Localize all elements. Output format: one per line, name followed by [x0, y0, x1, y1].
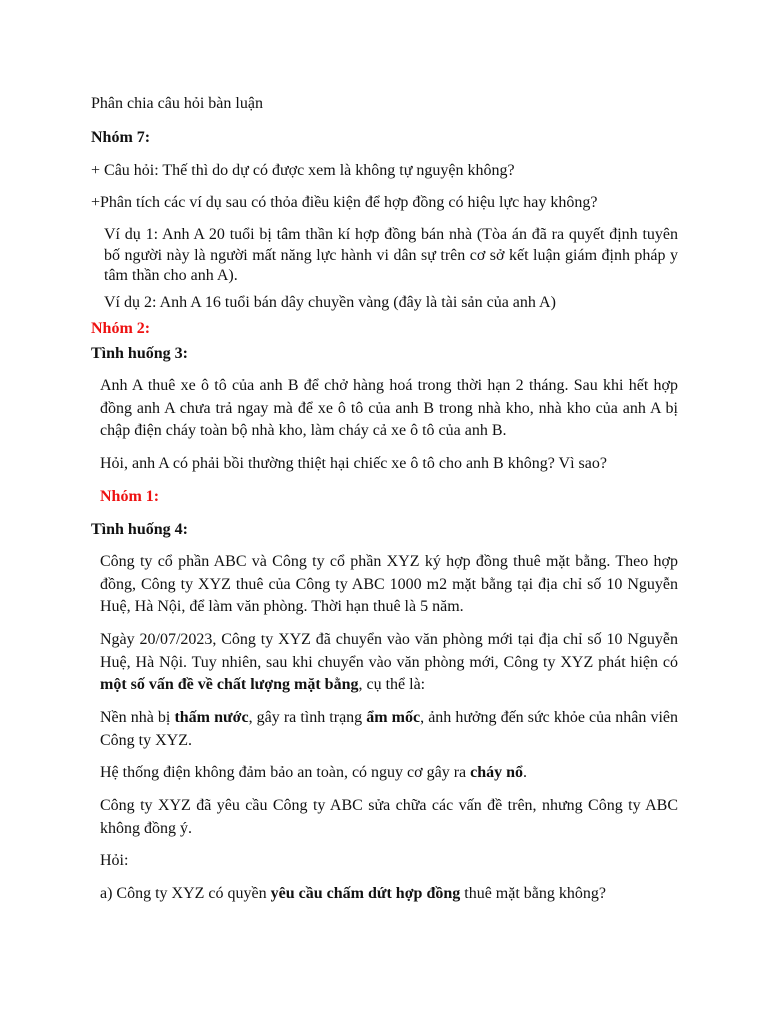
group1-p2-text-c: , cụ thể là: [358, 676, 426, 694]
group1-paragraph-2 [100, 629, 678, 697]
group1-paragraph-5: Công ty XYZ đã yêu cầu Công ty ABC sửa chữa các vấn đề trên, nhưng Công ty ABC không đồng ý. [100, 797, 678, 837]
group1-p3-text-a: Nền nhà bị [100, 709, 175, 726]
document-heading: Phân chia câu hỏi bàn luận [91, 95, 263, 112]
group1-p2-bold: một số vấn đề về chất lượng mặt bằng [100, 676, 359, 694]
group1-p4-bold: cháy nổ [470, 764, 524, 781]
group2-situation-title: Tình huống 3: [91, 345, 188, 362]
group1-p4-text-c: . [523, 764, 528, 781]
group1-qa-text-a: a) Công ty XYZ có quyền [100, 885, 271, 902]
group7-example-1: Ví dụ 1: Anh A 20 tuổi bị tâm thần kí hợp đồng bán nhà (Tòa án đã ra quyết định tuyên bố người này là người mất năng lực hành vi dân sự trên cơ sở kết luận giám định pháp y tâm thần cho anh A). [104, 226, 678, 284]
group1-paragraph-4 [100, 762, 527, 784]
group7-question-1: + Câu hỏi: Thế thì do dự có được xem là không tự nguyện không? [91, 162, 515, 179]
group1-p3-bold-1: thấm nước [174, 709, 249, 726]
group1-p2-text-a: Ngày 20/07/2023, Công ty XYZ đã chuyển vào văn phòng mới tại địa chỉ số 10 Nguyễn Huệ, Hà Nội. Tuy nhiên, sau khi chuyển vào văn phòng mới, Công ty XYZ phát hiện có [100, 631, 678, 671]
group2-situation-text: Anh A thuê xe ô tô của anh B để chở hàng hoá trong thời hạn 2 tháng. Sau khi hết hợp đồng anh A chưa trả ngay mà để xe ô tô của anh B trong nhà kho, nhà kho của anh A bị chập điện cháy toàn bộ nhà kho, làm cháy cả xe ô tô của anh B. [100, 377, 678, 440]
group1-paragraph-1: Công ty cổ phần ABC và Công ty cổ phần XYZ ký hợp đồng thuê mặt bằng. Theo hợp đồng, Công ty XYZ thuê của Công ty ABC 1000 m2 mặt bằng tại địa chỉ số 10 Nguyễn Huệ, Hà Nội, để làm văn phòng. Thời hạn thuê là 5 năm. [100, 553, 678, 616]
group1-p3-text-e: , ảnh hưởng đến sức khỏe của nhân viên Công ty XYZ. [100, 709, 679, 749]
group1-p3-bold-2: ẩm mốc [366, 709, 421, 726]
group1-p3-text-c: , gây ra tình trạng [248, 709, 367, 726]
group1-qa-bold: yêu cầu chấm dứt hợp đồng [270, 885, 461, 902]
group1-qa-text-c: thuê mặt bằng không? [460, 885, 606, 902]
group2-title: Nhóm 2: [91, 320, 151, 337]
group2-question: Hỏi, anh A có phải bồi thường thiệt hại chiếc xe ô tô cho anh B không? Vì sao? [100, 455, 607, 472]
group7-example-2: Ví dụ 2: Anh A 16 tuổi bán dây chuyền vàng (đây là tài sản của anh A) [104, 294, 556, 311]
group1-question-a [100, 883, 606, 905]
group7-question-2: +Phân tích các ví dụ sau có thỏa điều kiện để hợp đồng có hiệu lực hay không? [91, 194, 598, 211]
group1-paragraph-3 [100, 707, 678, 752]
group1-ask-label: Hỏi: [100, 852, 129, 869]
group1-situation-title: Tình huống 4: [91, 521, 188, 538]
group1-p4-text-a: Hệ thống điện không đảm bảo an toàn, có nguy cơ gây ra [100, 764, 471, 781]
group1-title: Nhóm 1: [100, 488, 160, 505]
group7-title: Nhóm 7: [91, 129, 151, 146]
